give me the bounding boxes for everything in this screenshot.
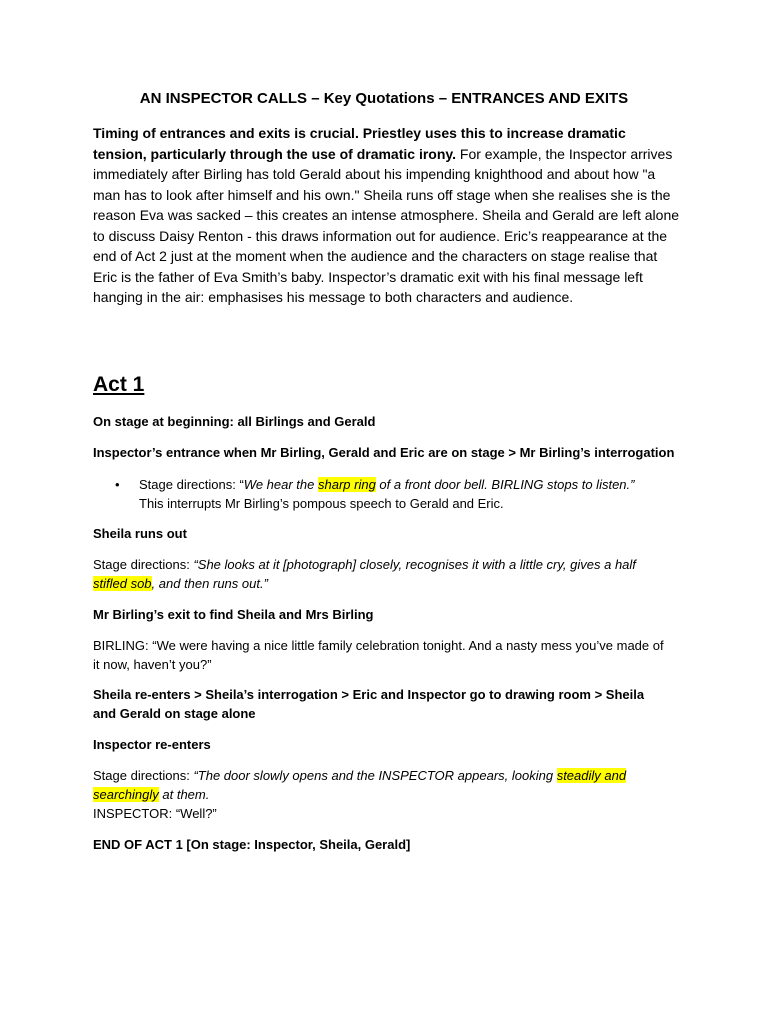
act-heading: Act 1 [93, 373, 145, 396]
page-title: AN INSPECTOR CALLS – Key Quotations – ENTRANCES AND EXITS [139, 90, 629, 107]
sheila-quote-prefix: Stage directions: [93, 557, 194, 572]
inspector-quote-italic-2: at them. [158, 787, 210, 802]
birling-exit-heading: Mr Birling’s exit to find Sheila and Mrs Birling [93, 607, 374, 622]
on-stage-heading: On stage at beginning: all Birlings and Gerald [93, 414, 376, 429]
birling-quote: BIRLING: “We were having a nice little family celebration tonight. And a nasty mess you’ve made of it now, haven’t you?” [93, 638, 664, 672]
sheila-runs-out-heading: Sheila runs out [93, 526, 187, 541]
sheila-reenters-heading: Sheila re-enters > Sheila’s interrogation > Eric and Inspector go to drawing room > Sheila and Gerald on stage alone [93, 687, 645, 721]
bullet-italic-2: of a front door bell. BIRLING stops to listen.” [375, 477, 635, 492]
highlight-sharp-ring: sharp ring [317, 477, 376, 492]
sheila-quote-italic-1: “She looks at it [photograph] closely, recognises it with a little cry, gives a half [193, 557, 636, 572]
end-of-act-heading: END OF ACT 1 [On stage: Inspector, Sheila, Gerald] [93, 837, 411, 852]
inspector-entrance-heading: Inspector’s entrance when Mr Birling, Gerald and Eric are on stage > Mr Birling’s interrogation [93, 445, 675, 460]
sheila-quote-italic-2: , and then runs out.” [151, 576, 268, 591]
inspector-quote-italic-1: “The door slowly opens and the INSPECTOR appears, looking [193, 768, 557, 783]
inspector-reenters-heading: Inspector re-enters [93, 737, 211, 752]
bullet-prefix: Stage directions: “ [139, 477, 244, 492]
bullet-text [139, 475, 699, 513]
sheila-quote [93, 555, 663, 593]
highlight-steadily-searchingly: steadily and searchingly [93, 768, 627, 802]
bullet-icon: • [115, 477, 120, 492]
intro-paragraph [93, 123, 683, 308]
inspector-quote-line2: INSPECTOR: “Well?” [93, 806, 217, 821]
bullet-line2: This interrupts Mr Birling’s pompous speech to Gerald and Eric. [139, 496, 504, 511]
highlight-stifled-sob: stifled sob [93, 576, 152, 591]
intro-bold-text: Timing of entrances and exits is crucial. Priestley uses this to increase dramatic tension, particularly through the use of dramatic irony. [93, 125, 626, 162]
inspector-quote [93, 766, 633, 823]
inspector-quote-prefix: Stage directions: [93, 768, 194, 783]
intro-text: For example, the Inspector arrives immediately after Birling has told Gerald about his impending knighthood and about how "a man has to look after himself and his own." Sheila runs off stage when she realises she is the reason Eva was sacked – this creates an intense atmosphere. Sheila and Gerald are left alone to discuss Daisy Renton - this draws information out for audience. Eric’s reappearance at the end of Act 2 just at the moment when the audience and the characters on stage realise that Eric is the father of Eva Smith’s baby. Inspector’s dramatic exit with his final message left hanging in the air: emphasises his message to both characters and audience. [93, 145, 680, 305]
bullet-italic-1: We hear the [243, 477, 318, 492]
